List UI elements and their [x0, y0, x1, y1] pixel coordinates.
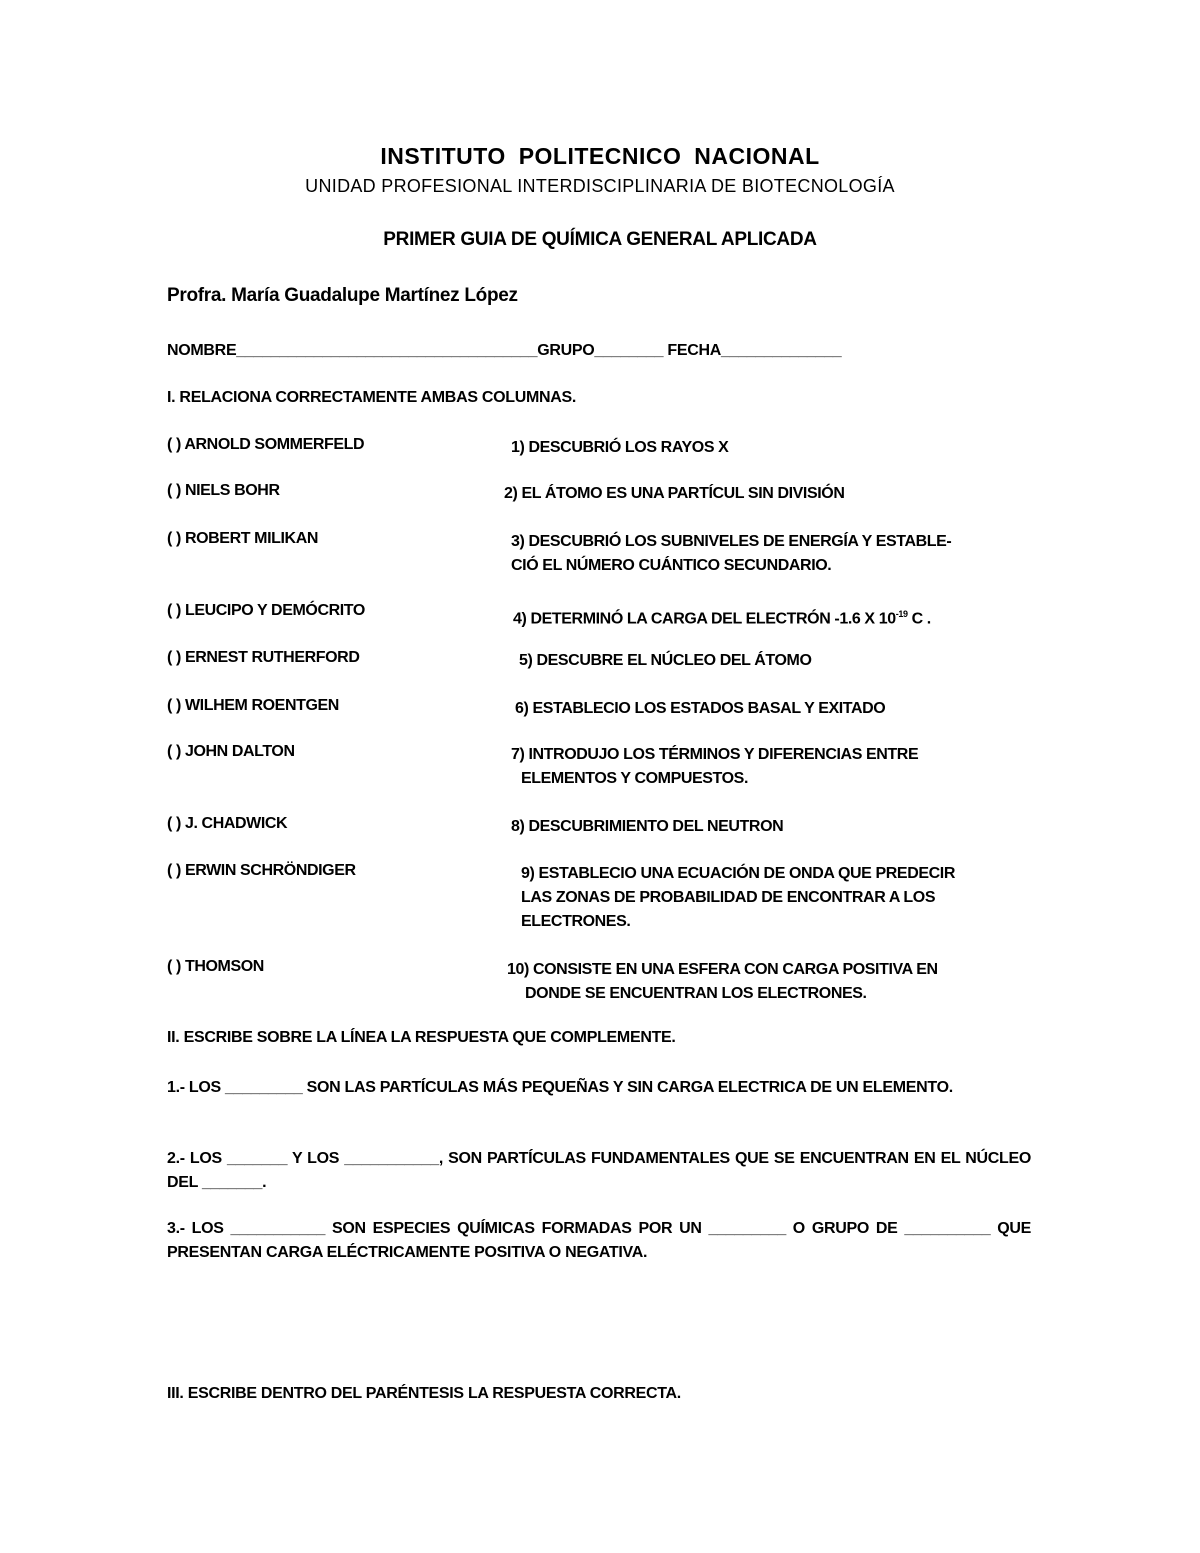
- match-left-item: ( ) THOMSON: [167, 958, 264, 975]
- match-right-item: 7) INTRODUJO LOS TÉRMINOS Y DIFERENCIAS ENTRE ELEMENTOS Y COMPUESTOS.: [511, 746, 919, 787]
- institution-title: INSTITUTO POLITECNICO NACIONAL: [380, 143, 820, 169]
- guide-title: PRIMER GUIA DE QUÍMICA GENERAL APLICADA: [383, 229, 817, 250]
- match-left-item: ( ) LEUCIPO Y DEMÓCRITO: [167, 602, 365, 619]
- match-left-item: ( ) ERNEST RUTHERFORD: [167, 649, 360, 666]
- fill-question-2: 2.- LOS _______ Y LOS ___________, SON PARTÍCULAS FUNDAMENTALES QUE SE ENCUENTRAN EN EL NÚCLEO DEL _______.: [167, 1150, 1031, 1191]
- section-3-heading: III. ESCRIBE DENTRO DEL PARÉNTESIS LA RESPUESTA CORRECTA.: [167, 1385, 681, 1402]
- match-right-item: 9) ESTABLECIO UNA ECUACIÓN DE ONDA QUE PREDECIR LAS ZONAS DE PROBABILIDAD DE ENCONTRAR A LOS ELECTRONES.: [521, 865, 955, 930]
- match-left-item: ( ) JOHN DALTON: [167, 743, 295, 760]
- unit-subtitle: UNIDAD PROFESIONAL INTERDISCIPLINARIA DE BIOTECNOLOGÍA: [305, 176, 895, 196]
- match-right-item: 6) ESTABLECIO LOS ESTADOS BASAL Y EXITADO: [515, 700, 886, 717]
- match-right-item: 4) DETERMINÓ LA CARGA DEL ELECTRÓN -1.6 X $10^{-19}$ C .: [513, 609, 931, 628]
- match-right-item: 5) DESCUBRE EL NÚCLEO DEL ÁTOMO: [519, 652, 812, 669]
- match-right-item: 8) DESCUBRIMIENTO DEL NEUTRON: [511, 818, 784, 835]
- match-left-item: ( ) J. CHADWICK: [167, 815, 288, 832]
- section-1-heading: I. RELACIONA CORRECTAMENTE AMBAS COLUMNAS.: [167, 389, 577, 406]
- match-right-item: 2) EL ÁTOMO ES UNA PARTÍCUL SIN DIVISIÓN: [504, 485, 845, 502]
- fill-question-1: 1.- LOS _________ SON LAS PARTÍCULAS MÁS PEQUEÑAS Y SIN CARGA ELECTRICA DE UN ELEMENTO.: [167, 1079, 953, 1096]
- match-right-item: 1) DESCUBRIÓ LOS RAYOS X: [511, 439, 729, 456]
- match-left-item: ( ) NIELS BOHR: [167, 482, 280, 499]
- student-info-line: NOMBRE___________________________________GRUPO________ FECHA______________: [167, 342, 842, 359]
- match-left-item: ( ) WILHEM ROENTGEN: [167, 697, 339, 714]
- match-left-item: ( ) ERWIN SCHRÖNDIGER: [167, 862, 356, 879]
- match-left-item: ( ) ROBERT MILIKAN: [167, 530, 319, 547]
- section-2-heading: II. ESCRIBE SOBRE LA LÍNEA LA RESPUESTA QUE COMPLEMENTE.: [167, 1029, 676, 1046]
- teacher-name: Profra. María Guadalupe Martínez López: [167, 285, 518, 306]
- fill-question-3: 3.- LOS ___________ SON ESPECIES QUÍMICAS FORMADAS POR UN _________ O GRUPO DE __________ QUE PRESENTAN CARGA ELÉCTRICAMENTE POSITIVA O NEGATIVA.: [167, 1220, 1031, 1261]
- match-right-item: 10) CONSISTE EN UNA ESFERA CON CARGA POSITIVA EN DONDE SE ENCUENTRAN LOS ELECTRONES.: [507, 961, 938, 1002]
- match-left-item: ( ) ARNOLD SOMMERFELD: [167, 436, 365, 453]
- match-right-item: 3) DESCUBRIÓ LOS SUBNIVELES DE ENERGÍA Y ESTABLE- CIÓ EL NÚMERO CUÁNTICO SECUNDARIO.: [511, 533, 952, 574]
- charge-exponent: -19: [895, 609, 908, 619]
